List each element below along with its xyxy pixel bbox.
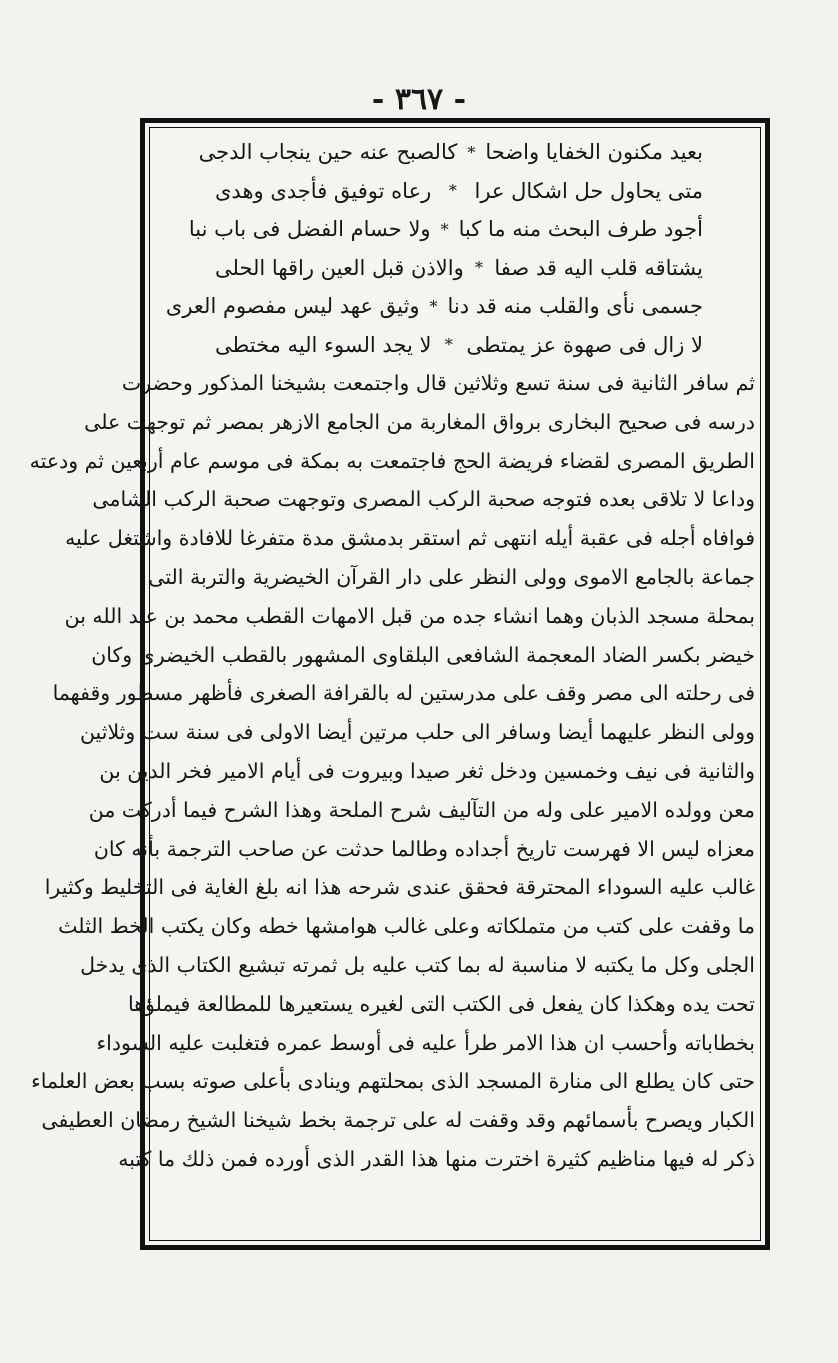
prose-line: ثم سافر الثانية فى سنة تسع وثلاثين قال واجتمعت بشيخنا المذكور وحضرت xyxy=(121,371,755,395)
prose-line: تحت يده وهكذا كان يفعل فى الكتب التى لغيره يستعيرها للمطالعة فيملؤها xyxy=(127,991,755,1016)
prose-line: فى رحلته الى مصر وقف على مدرستين له بالقرافة الصغرى فأظهر مسطور وقفهما xyxy=(52,681,755,706)
verse-separator: * xyxy=(444,335,453,355)
verse-second-hemistich: والاذن قبل العين راقها الحلى xyxy=(215,255,464,280)
verse-first-hemistich: متى يحاول حل اشكال عرا xyxy=(474,178,703,203)
verse-second-hemistich: لا يجد السوء اليه مختطى xyxy=(215,332,432,357)
verse-separator: * xyxy=(475,258,484,278)
prose-line: معزاه ليس الا فهرست تاريخ أجداده وطالما حدثت عن صاحب الترجمة بأنه كان xyxy=(93,836,755,861)
verse-separator: * xyxy=(467,142,476,162)
prose-line: ما وقفت على كتب من متملكاته وعلى غالب هوامشها خطه وكان يكتب الخط الثلث xyxy=(58,914,755,939)
verse-separator: * xyxy=(429,296,438,316)
prose-line: والثانية فى نيف وخمسين ودخل ثغر صيدا وبيروت فى أيام الامير فخر الدين بن xyxy=(99,758,755,783)
verse-first-hemistich: بعيد مكنون الخفايا واضحا xyxy=(485,140,703,165)
prose-line: جماعة بالجامع الاموى وولى النظر على دار القرآن الخيضرية والتربة التى xyxy=(148,564,755,589)
prose-line: الكبار ويصرح بأسمائهم وقد وقفت له على ترجمة بخط شيخنا الشيخ رمضان العطيفى xyxy=(41,1108,755,1133)
poem-verse xyxy=(198,133,703,172)
verse-first-hemistich: لا زال فى صهوة عز يمتطى xyxy=(466,332,703,357)
poem-verse xyxy=(188,210,703,249)
verse-first-hemistich: جسمى نأى والقلب منه قد دنا xyxy=(447,294,703,319)
text-block xyxy=(29,133,759,1235)
prose-line: بمحلة مسجد الذبان وهما انشاء جده من قبل الامهات القطب محمد بن عبد الله بن xyxy=(64,603,755,628)
poem-verse xyxy=(215,172,703,211)
poem-verse xyxy=(215,249,703,288)
page-number: - ٣٦٧ - xyxy=(371,82,467,117)
verse-second-hemistich: رعاه توفيق فأجدى وهدى xyxy=(215,178,432,203)
prose-line: وداعا لا تلاقى بعده فتوجه صحبة الركب المصرى وتوجهت صحبة الركب الشامى xyxy=(92,487,755,512)
poem-verse xyxy=(165,287,703,326)
prose-line: حتى كان يطلع الى منارة المسجد الذى بمحلتهم وينادى بأعلى صوته بسب بعض العلماء xyxy=(31,1069,755,1094)
verse-second-hemistich: كالصبح عنه حين ينجاب الدجى xyxy=(198,140,458,165)
poem xyxy=(151,133,759,364)
verse-first-hemistich: أجود طرف البحث منه ما كبا xyxy=(458,217,703,242)
prose-line: غالب عليه السوداء المحترقة فحقق عندى شرحه هذا انه بلغ الغاية فى التخليط وكثيرا xyxy=(44,875,755,900)
prose-line: وولى النظر عليهما أيضا وسافر الى حلب مرتين أيضا الاولى فى سنة ست وثلاثين xyxy=(79,720,755,745)
prose-line: الجلى وكل ما يكتبه لا مناسبة له بما كتب عليه بل ثمرته تبشيع الكتاب الذى يدخل xyxy=(80,952,755,977)
verse-separator: * xyxy=(448,181,457,201)
verse-second-hemistich: ولا حسام الفضل فى باب نبا xyxy=(188,217,431,242)
verse-separator: * xyxy=(440,219,449,239)
prose-line: الطريق المصرى لقضاء فريضة الحج فاجتمعت به بمكة فى موسم عام أربعين ثم ودعته xyxy=(29,448,755,473)
poem-verse xyxy=(215,326,703,365)
verse-first-hemistich: يشتاقه قلب اليه قد صفا xyxy=(494,255,703,280)
page-border xyxy=(29,118,770,1250)
prose-line: معن وولده الامير على وله من التآليف شرح الملحة وهذا الشرح فيما أدركت من xyxy=(88,797,755,822)
prose xyxy=(29,364,759,1179)
prose-line: فوافاه أجله فى عقبة أيله انتهى ثم استقر بدمشق مدة متفرغا للافادة واشتغل عليه xyxy=(65,526,755,551)
prose-line: خيضر بكسر الضاد المعجمة الشافعى البلقاوى المشهور بالقطب الخيضرى وكان xyxy=(91,642,755,667)
verse-second-hemistich: وثيق عهد ليس مفصوم العرى xyxy=(165,294,420,319)
prose-line: درسه فى صحيح البخارى برواق المغاربة من الجامع الازهر بمصر ثم توجهت على xyxy=(84,409,755,434)
prose-line: بخطاباته وأحسب ان هذا الامر طرأ عليه فى أوسط عمره فتغلبت عليه السوداء xyxy=(96,1030,755,1055)
prose-line: ذكر له فيها مناظيم كثيرة اخترت منها هذا القدر الذى أورده فمن ذلك ما كتبه xyxy=(118,1146,755,1171)
